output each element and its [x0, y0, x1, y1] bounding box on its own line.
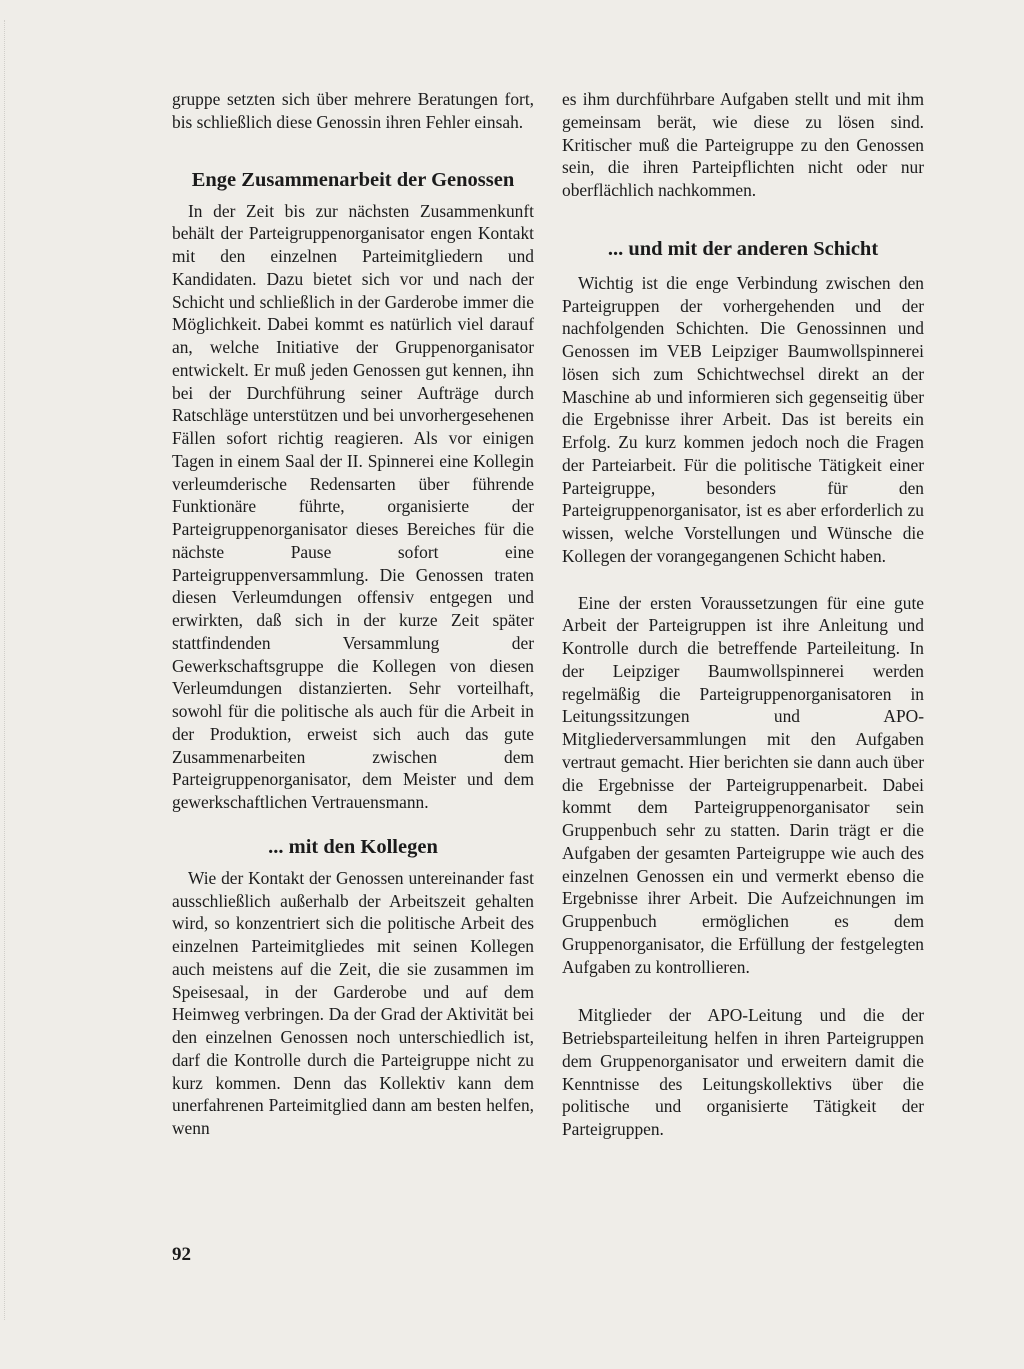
scan-margin-marks	[4, 20, 13, 1320]
heading-enge-zusammenarbeit: Enge Zusammenarbeit der Genossen	[191, 168, 515, 191]
right-paragraph-3: Eine der ersten Voraussetzungen für eine gute Arbeit der Parteigruppen ist ihre Anleitung und Kontrolle durch die betreffende Parteileitung. In der Leipziger Baumwollspinnerei werden regelmäßig die Parteigruppenorganisatoren in Leitungssitzungen und APO-Mitgliederversammlungen mit den Aufgaben vertraut gemacht. Hier berichten sie dann auch über die Ergebnisse der Parteigruppenarbeit. Dabei kommt dem Parteigruppenorganisator sein Gruppenbuch sehr zu statten. Darin trägt er die Aufgaben der gesamten Parteigruppe wie auch des einzelnen Genossen ein und vermerkt ebenso die Ergebnisse ihrer Arbeit. Die Aufzeichnungen im Gruppenbuch ermöglichen es dem Gruppenorganisator, die Erfüllung der festgelegten Aufgaben zu kontrollieren.	[562, 592, 924, 977]
heading-mit-der-anderen-schicht: ... und mit der anderen Schicht	[607, 237, 879, 260]
right-paragraph-1: es ihm durchführbare Aufgaben stellt und mit ihm gemeinsam berät, wie diese zu lösen sind. Kritischer muß die Parteigruppe zu den Genossen sein, die ihren Parteipflichten nicht oder nur oberflächlich nachkommen.	[562, 89, 924, 200]
heading-mit-den-kollegen: ... mit den Kollegen	[268, 835, 438, 858]
left-column	[172, 88, 534, 1140]
right-paragraph-4: Mitglieder der APO-Leitung und die der Betriebsparteileitung helfen in ihren Parteigruppen dem Gruppenorganisator und erweitern damit die Kenntnisse des Leitungskollektivs über die politische und organisierte Tätigkeit der Parteigruppen.	[562, 1005, 924, 1139]
left-paragraph-1: gruppe setzten sich über mehrere Beratungen fort, bis schließlich diese Genossin ihren Fehler einsah.	[172, 89, 534, 132]
left-paragraph-2: In der Zeit bis zur nächsten Zusammenkunft behält der Parteigruppenorganisator engen Kontakt mit den einzelnen Parteimitgliedern und Kandidaten. Dazu bietet sich vor und nach der Schicht und schließlich in der Garderobe immer die Möglichkeit. Dabei kommt es natürlich viel darauf an, welche Initiative der Gruppenorganisator entwickelt. Er muß jeden Genossen gut kennen, ihn bei der Durchführung seiner Aufträge durch Ratschläge unterstützen und bei unvorhergesehenen Fällen sofort richtig reagieren. Als vor einigen Tagen in einem Saal der II. Spinnerei eine Kollegin verleumderische Redensarten über führende Funktionäre führte, organisierte der Parteigruppenorganisator dieses Bereiches für die nächste Pause sofort eine Parteigruppenversammlung. Die Genossen traten diesen Verleumdungen offensiv entgegen und erwirkten, daß sich in der kurze Zeit später stattfindenden Versammlung der Gewerkschaftsgruppe die Kollegen von diesen Verleumdungen distanzierten. Sehr vorteilhaft, sowohl für die politische als auch für die Arbeit in der Produktion, erweist sich auch das gute Zusammenarbeiten zwischen dem Parteigruppenorganisator, dem Meister und dem gewerkschaftlichen Vertrauensmann.	[172, 200, 534, 812]
page-number: 92	[172, 1244, 191, 1265]
right-paragraph-2: Wichtig ist die enge Verbindung zwischen den Parteigruppen der vorhergehenden und der nachfolgenden Schichten. Die Genossinnen und Genossen im VEB Leipziger Baumwollspinnerei lösen sich zum Schichtwechsel direkt an der Maschine ab und informieren sich gegenseitig über die Ergebnisse ihrer Arbeit. Das ist bereits ein Erfolg. Zu kurz kommen jedoch noch die Fragen der Parteiarbeit. Für die politische Tätigkeit einer Parteigruppe, besonders für den Parteigruppenorganisator, ist es aber erforderlich zu wissen, welche Vorstellungen und Wünsche die Kollegen der vorangegangenen Schicht haben.	[562, 272, 924, 566]
left-paragraph-3: Wie der Kontakt der Genossen untereinander fast ausschließlich außerhalb der Arbeitszeit gehalten wird, so konzentriert sich die politische Arbeit des einzelnen Parteimitgliedes mit seinen Kollegen auch meistens auf die Zeit, die sie zusammen im Speisesaal, in der Garderobe und auf dem Heimweg verbringen. Da der Grad der Aktivität bei den einzelnen Genossen noch unterschiedlich ist, darf die Kontrolle durch die Parteigruppe nicht zu kurz kommen. Denn das Kollektiv kann dem unerfahrenen Parteimitglied dann am besten helfen, wenn	[172, 867, 534, 1138]
right-column	[562, 88, 924, 1141]
